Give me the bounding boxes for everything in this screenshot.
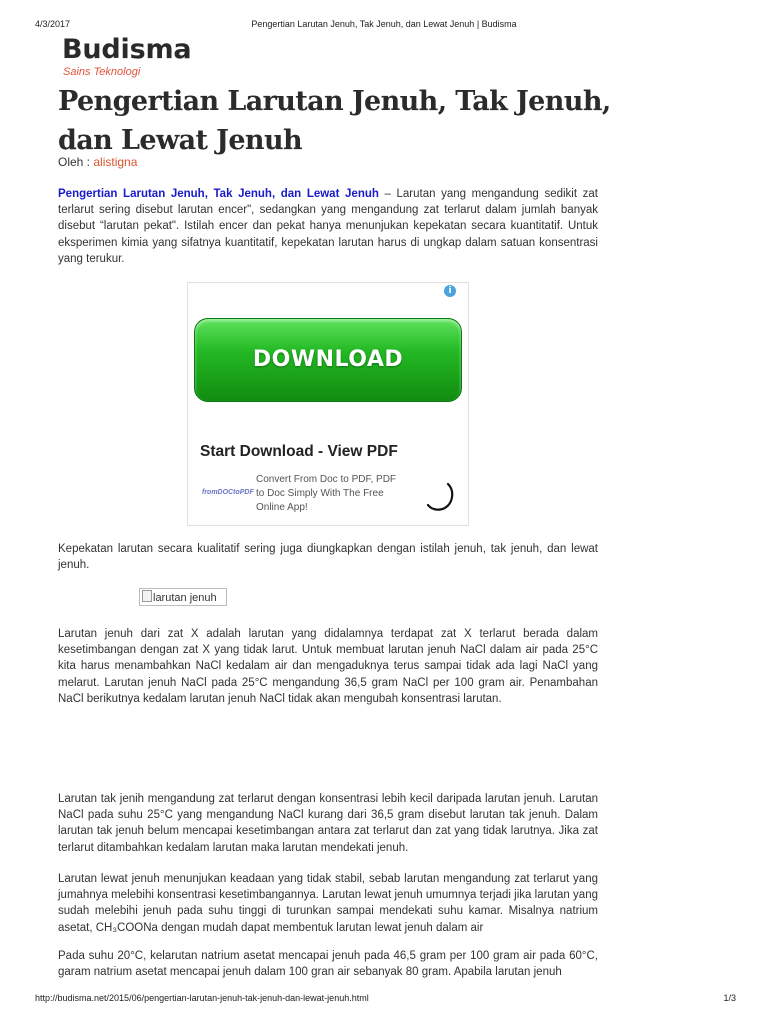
image-alt-text: larutan jenuh [153, 592, 217, 604]
ad-logo: fromDOCtoPDF [202, 489, 254, 496]
site-brand[interactable] [62, 34, 191, 78]
ad-banner[interactable] [187, 282, 469, 526]
paragraph-larutan-jenuh: Larutan jenuh dari zat X adalah larutan yang didalamnya terdapat zat X terlarut berada dalam kesetimbangan dengan zat X yang tidak larut. Untuk membuat larutan jenuh NaCl dalam air pada 25°C kita harus menambahkan NaCl kedalam air dan mengaduknya terus sampai tidak ada lagi NaCl yang melarut. Larutan jenuh NaCl pada 25°C mengandung 36,5 gram NaCl per 100 gram air. Penambahan NaCl berikutnya kedalam larutan jenuh NaCl tidak akan mengubah konsentrasi larutan. [58, 628, 598, 705]
print-date: 4/3/2017 [35, 19, 71, 29]
intro-text: – Larutan yang mengandung sedikit zat terlarut sering disebut larutan encer", sedangkan yang mengandung zat terlarut dalam jumlah banyak disebut “larutan pekat". Istilah encer dan pekat hanya menunjukan kepekatan secara kuantitatif. Untuk eksperimen kimia yang sifatnya kuantitatif, kepekatan larutan harus di ungkap dalam satuan konsentrasi yang terukur. [58, 188, 598, 265]
lead-link[interactable]: Pengertian Larutan Jenuh, Tak Jenuh, dan Lewat Jenuh [58, 188, 379, 200]
paragraph-lewat-jenuh: Larutan lewat jenuh menunjukan keadaan yang tidak stabil, sebab larutan mengandung zat terlarut yang jumahnya melebihi konsentrasi kesetimbangannya. Larutan lewat jenuh umumnya terjadi jika larutan yang sudah melebihi jenuh pada suhu tinggi di turunkan sampai mendekati suhu kamar. Misalnya natrium asetat, CH₃COONa dengan mudah dapat membentuk larutan lewat jenuh dalam air [58, 873, 598, 934]
author-link[interactable]: alistigna [93, 155, 138, 169]
site-name[interactable]: Budisma [62, 34, 192, 65]
print-footer [0, 993, 768, 1007]
byline [58, 155, 137, 169]
print-url: http://budisma.net/2015/06/pengertian-larutan-jenuh-tak-jenuh-dan-lewat-jenuh.html [35, 993, 369, 1003]
broken-image-icon [142, 590, 152, 602]
ad-download-button[interactable]: DOWNLOAD [194, 318, 462, 402]
ad-info-icon[interactable]: i [444, 285, 456, 297]
paragraph-intro [58, 186, 598, 267]
print-header [0, 19, 768, 33]
paragraph-kepekatan: Kepekatan larutan secara kualitatif sering juga diungkapkan dengan istilah jenuh, tak jenuh, dan lewat jenuh. [58, 543, 598, 572]
paragraph-natrium-asetat: Pada suhu 20°C, kelarutan natrium asetat mencapai jenuh pada 46,5 gram per 100 gram air pada 60°C, garam natrium asetat mencapai jenuh dalam 100 gran air sebanyak 80 gram. Apabila larutan jenuh [58, 950, 598, 979]
print-title: Pengertian Larutan Jenuh, Tak Jenuh, dan Lewat Jenuh | Budisma [251, 19, 517, 29]
broken-image [139, 588, 227, 606]
site-tagline: Sains Teknologi [63, 66, 141, 78]
ad-description: Convert From Doc to PDF, PDF to Doc Simply With The Free Online App! [256, 474, 397, 513]
article-title: Pengertian Larutan Jenuh, Tak Jenuh, dan Lewat Jenuh [58, 86, 611, 156]
ad-arrow-icon[interactable] [424, 481, 456, 513]
byline-prefix: Oleh : [58, 155, 94, 169]
ad-headline[interactable]: Start Download - View PDF [200, 443, 398, 460]
paragraph-tak-jenuh: Larutan tak jenih mengandung zat terlarut dengan konsentrasi lebih kecil daripada larutan jenuh. Larutan NaCl pada suhu 25°C yang mengandung NaCl kurang dari 36,5 gram disebut larutan tak jenuh. Dalam larutan tak jenuh belum mencapai kesetimbangan antara zat terlarut dan zat yang tidak larutnya. Jika zat terlarut ditambahkan kedalam larutan maka larutan mendekati jenuh. [58, 793, 598, 854]
print-page-number: 1/3 [723, 993, 736, 1003]
